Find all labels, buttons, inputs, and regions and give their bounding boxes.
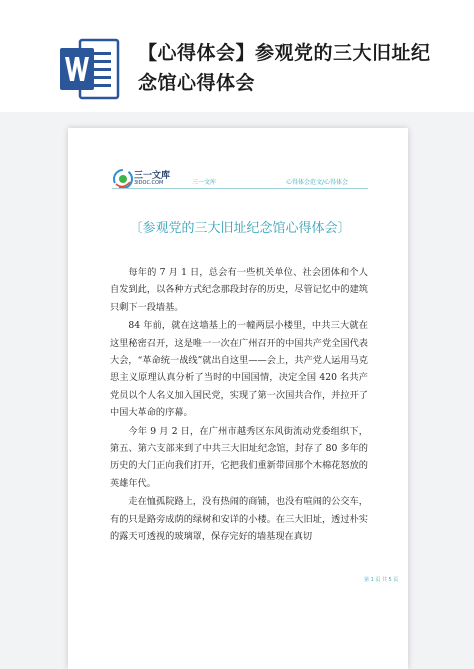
body-text [110,264,368,546]
paragraph: 84 年前，就在这墙基上的一幢两层小楼里，中共三大就在这里秘密召开，这是唯一一次在广州召开的中国共产党全国代表大会，“革命统一战线”就出自这里——会上，共产党人运用马克思主义原理认真分析了当时的中国国情，决定全国 420 名共产党员以个人名义加入国民党，实现了第一次国共合作，并拉开了中国大革命的序幕。 [110,320,368,419]
document-title: 【心得体会】参观党的三大旧址纪念馆心得体会 [138,42,431,94]
document-header-bar [0,0,474,112]
paragraph: 每年的 7 月 1 日，总会有一些机关单位、社会团体和个人自发到此，以各种方式纪念那段封存的历史，尽管记忆中的建筑只剩下一段墙基。 [110,267,368,313]
page-number: 第 1 页 共 5 页 [364,577,399,583]
paragraph: 今年 9 月 2 日，在广州市越秀区东风街流动党委组织下，第五、第六支部来到了中共三大旧址纪念馆，封存了 80 多年的历史的大门正向我们打开，它把我们重新带回那个木棉花怒放的英雄年代。 [110,425,368,489]
word-document-icon [60,38,120,100]
running-header-right: 心得体会范文/心得体会 [286,179,349,186]
logo-subtext: 3IDOC.COM [134,180,164,186]
running-header-left: 三一文库 [192,179,217,186]
header-divider [112,188,368,189]
content-title: 〔参观党的三大旧址纪念馆心得体会〕 [129,221,351,236]
logo-swirl-icon [112,168,134,190]
logo-text: 三一文库 [134,171,171,181]
site-logo [112,168,182,194]
document-page [68,128,408,669]
paragraph: 走在恤孤院路上，没有热闹的商铺，也没有喧闹的公交车，有的只是路旁成荫的绿树和安详的小楼。在三大旧址，透过朴实的露天可透视的玻璃罩，保存完好的墙基现在真切 [110,496,368,543]
